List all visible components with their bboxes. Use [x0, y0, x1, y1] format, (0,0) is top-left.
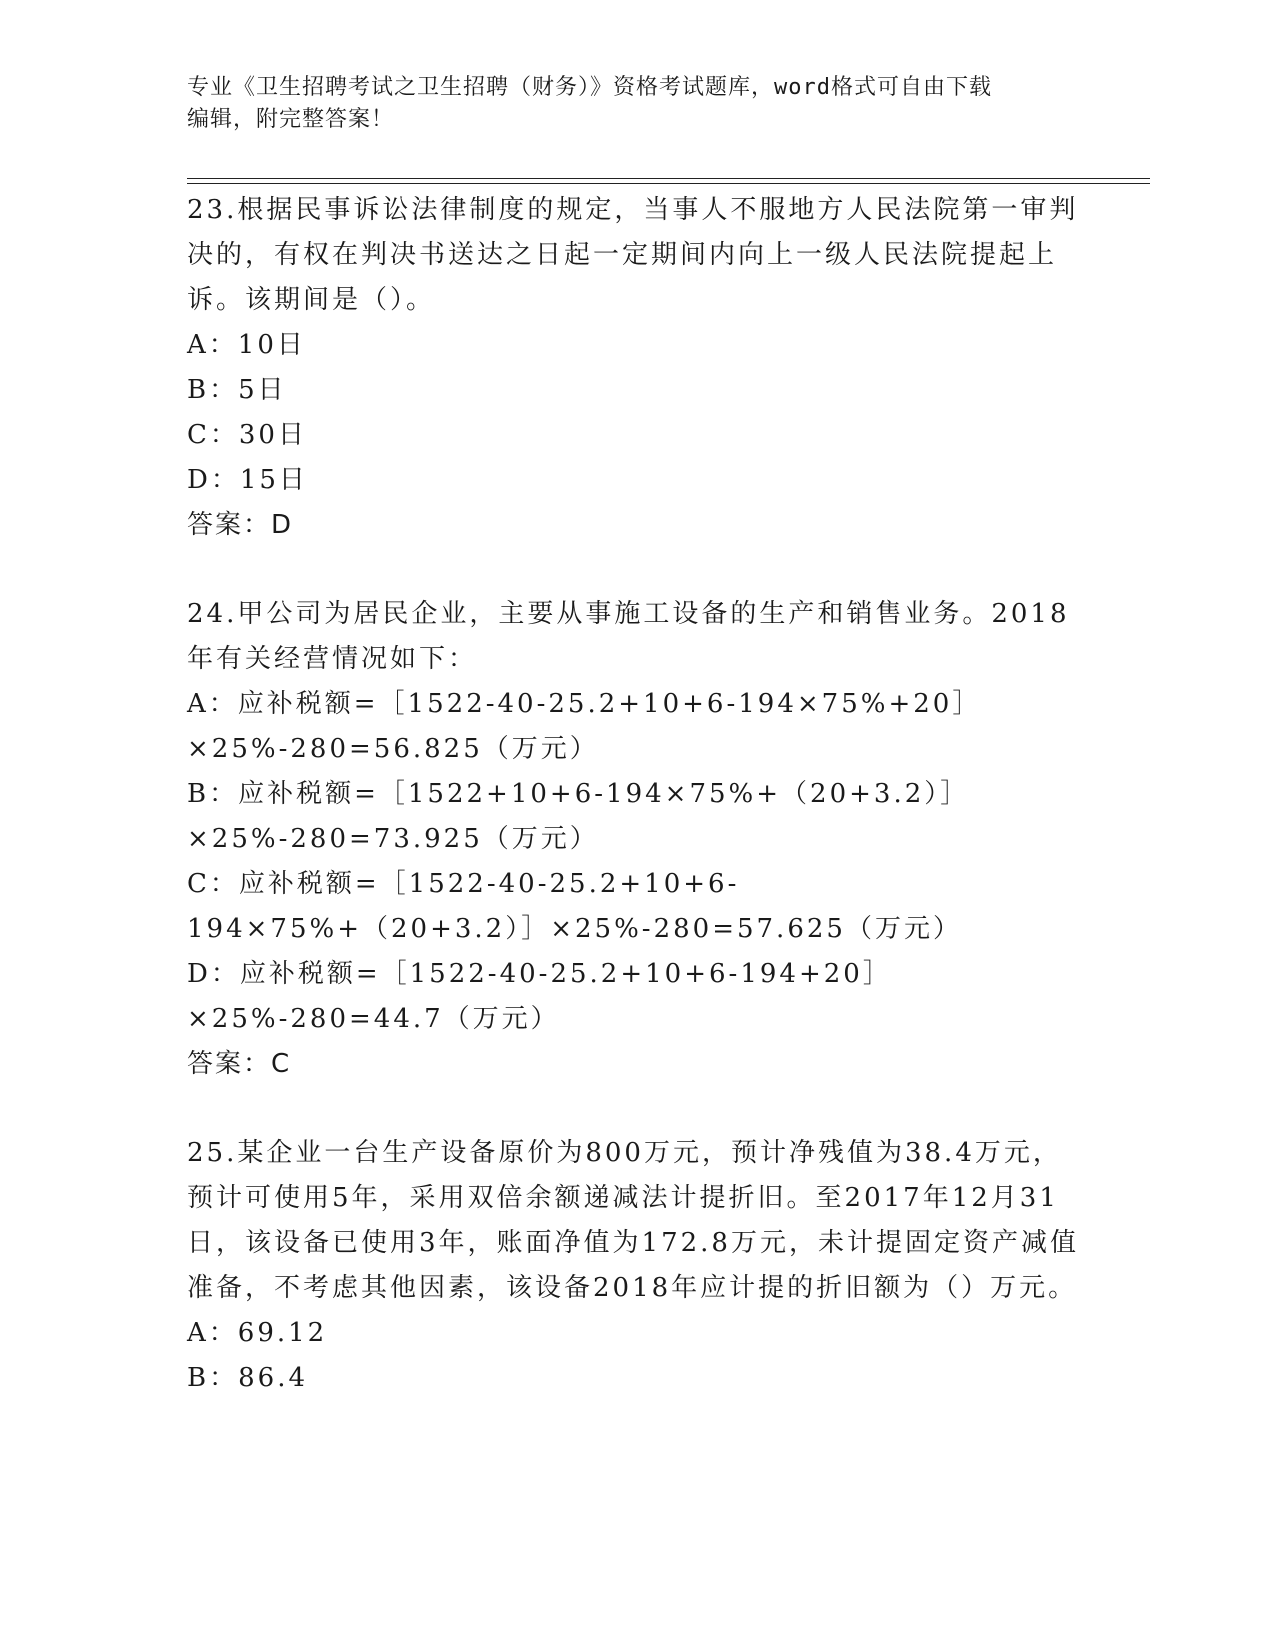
question-text: 24.甲公司为居民企业，主要从事施工设备的生产和销售业务。2018年有关经营情况如下：: [187, 599, 1070, 674]
answer-line: 答案：C: [187, 1049, 292, 1079]
answer-line: 答案：D: [187, 510, 294, 540]
header-line-2: 编辑，附完整答案！: [187, 107, 395, 132]
option-a: A：应补税额=［1522-40-25.2+10+6-194×75%+20］×25%-280=56.825（万元）: [187, 689, 982, 764]
question-25: [187, 1131, 1087, 1401]
header-divider-bottom: [187, 183, 1150, 184]
question-list: [187, 188, 1087, 1401]
option-b: B：86.4: [187, 1363, 308, 1393]
option-d: D：15日: [187, 465, 308, 495]
document-header: [187, 72, 1087, 136]
header-divider-top: [187, 178, 1150, 179]
question-23: [187, 188, 1087, 548]
option-b: B：5日: [187, 375, 287, 405]
question-24: [187, 592, 1087, 1087]
option-c: C：应补税额=［1522-40-25.2+10+6-194×75%+（20+3.2）］×25%-280=57.625（万元）: [187, 869, 962, 944]
question-text: 25.某企业一台生产设备原价为800万元，预计净残值为38.4万元，预计可使用5年，采用双倍余额递减法计提折旧。至2017年12月31日，该设备已使用3年，账面净值为172.8万元，未计提固定资产减值准备，不考虑其他因素，该设备2018年应计提的折旧额为（）万元。: [187, 1138, 1079, 1303]
question-text: 23.根据民事诉讼法律制度的规定，当事人不服地方人民法院第一审判决的，有权在判决书送达之日起一定期间内向上一级人民法院提起上诉。该期间是（）。: [187, 195, 1079, 315]
option-b: B：应补税额=［1522+10+6-194×75%+（20+3.2）］×25%-280=73.925（万元）: [187, 779, 970, 854]
option-d: D：应补税额=［1522-40-25.2+10+6-194+20］×25%-280=44.7（万元）: [187, 959, 892, 1034]
option-a: A：10日: [187, 330, 306, 360]
option-c: C：30日: [187, 420, 307, 450]
header-line-1: 专业《卫生招聘考试之卫生招聘（财务）》资格考试题库，word格式可自由下载: [187, 75, 992, 100]
option-a: A：69.12: [187, 1318, 328, 1348]
